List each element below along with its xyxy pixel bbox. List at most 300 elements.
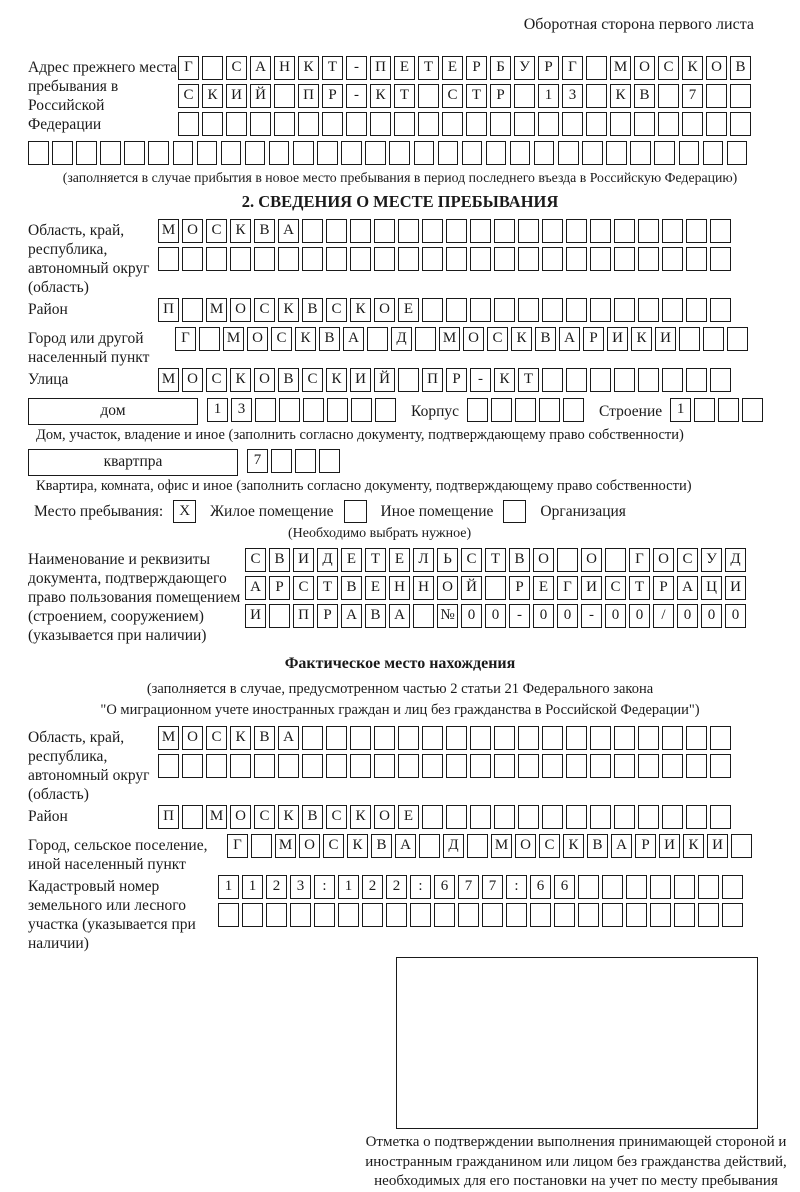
char-cell: С <box>226 56 247 80</box>
char-cell: С <box>271 327 292 351</box>
char-cell: М <box>223 327 244 351</box>
char-cell: А <box>245 576 266 600</box>
char-cell <box>731 834 752 858</box>
char-cell <box>338 903 359 927</box>
char-cell <box>590 754 611 778</box>
char-cell: Е <box>533 576 554 600</box>
field-house <box>28 398 772 426</box>
char-cell: Н <box>389 576 410 600</box>
char-cell: К <box>370 84 391 108</box>
char-cell <box>350 247 371 271</box>
char-cell: С <box>326 805 347 829</box>
char-cell: Н <box>413 576 434 600</box>
char-cell: С <box>323 834 344 858</box>
char-cell <box>470 754 491 778</box>
char-cell <box>494 754 515 778</box>
char-cell: К <box>682 56 703 80</box>
char-cell <box>566 368 587 392</box>
char-cell: В <box>302 298 323 322</box>
char-cell <box>518 298 539 322</box>
char-cell: Л <box>413 548 434 572</box>
char-cell <box>398 754 419 778</box>
char-cell: Б <box>490 56 511 80</box>
char-cell: М <box>158 219 179 243</box>
char-cell <box>563 398 584 422</box>
char-cell: П <box>158 805 179 829</box>
char-cell: И <box>655 327 676 351</box>
char-cell: О <box>182 368 203 392</box>
char-cell <box>518 805 539 829</box>
form-back-page <box>28 16 787 1192</box>
char-cell: А <box>559 327 580 351</box>
char-cell <box>515 398 536 422</box>
char-cell: Т <box>322 56 343 80</box>
char-cell <box>542 298 563 322</box>
char-cell <box>486 141 507 165</box>
char-cell <box>542 726 563 750</box>
char-cell <box>414 141 435 165</box>
char-cell: К <box>202 84 223 108</box>
char-cell: В <box>730 56 751 80</box>
char-cell: Р <box>269 576 290 600</box>
char-cell: О <box>247 327 268 351</box>
char-cell: К <box>347 834 368 858</box>
actual-location-title: Фактическое место нахождения <box>284 655 516 672</box>
char-cell <box>562 112 583 136</box>
char-cell <box>303 398 324 422</box>
option-residential-label: Жилое помещение <box>210 502 334 520</box>
field-actual-district <box>28 805 772 833</box>
char-cell: П <box>293 604 314 628</box>
char-cell <box>254 247 275 271</box>
char-cell <box>602 875 623 899</box>
char-cell: К <box>295 327 316 351</box>
char-cell <box>266 903 287 927</box>
char-cell <box>566 298 587 322</box>
char-cell <box>658 84 679 108</box>
char-cell: 1 <box>218 875 239 899</box>
char-cell <box>578 903 599 927</box>
char-cell: Н <box>274 56 295 80</box>
field-actual-region <box>28 726 772 804</box>
char-cell <box>341 141 362 165</box>
char-cell <box>470 298 491 322</box>
char-cell <box>317 141 338 165</box>
char-cell <box>389 141 410 165</box>
char-cell: Е <box>389 548 410 572</box>
char-cell <box>674 875 695 899</box>
char-row <box>158 219 734 243</box>
char-cell <box>178 112 199 136</box>
char-cell: В <box>341 576 362 600</box>
option-other-premises-label: Иное помещение <box>380 502 494 520</box>
char-cell <box>470 247 491 271</box>
char-cell: Й <box>250 84 271 108</box>
char-cell: К <box>350 298 371 322</box>
char-cell: 0 <box>461 604 482 628</box>
char-cell: О <box>254 368 275 392</box>
char-cell: К <box>326 368 347 392</box>
char-cell: 2 <box>266 875 287 899</box>
char-cell: 7 <box>682 84 703 108</box>
char-cell <box>491 398 512 422</box>
char-cell <box>466 112 487 136</box>
char-cell: В <box>269 548 290 572</box>
char-cell: А <box>343 327 364 351</box>
char-cell <box>230 247 251 271</box>
char-cell: О <box>230 805 251 829</box>
char-cell: У <box>514 56 535 80</box>
char-cell <box>279 398 300 422</box>
char-cell <box>514 84 535 108</box>
char-cell <box>662 219 683 243</box>
field-cadastre <box>28 875 772 953</box>
char-cell <box>418 84 439 108</box>
field-district <box>28 298 772 326</box>
char-cell: Г <box>562 56 583 80</box>
apartment-caption: Квартира, комната, офис и иное (заполнить согласно документу, подтверждающему право собственности) <box>36 478 692 494</box>
char-cell <box>706 84 727 108</box>
char-cell <box>650 875 671 899</box>
char-cell <box>566 247 587 271</box>
char-cell <box>374 247 395 271</box>
char-cell: 7 <box>458 875 479 899</box>
char-cell: В <box>535 327 556 351</box>
char-cell: 1 <box>670 398 691 422</box>
char-cell: К <box>683 834 704 858</box>
char-cell <box>638 368 659 392</box>
char-cell <box>710 219 731 243</box>
char-cell <box>271 449 292 473</box>
char-cell <box>295 449 316 473</box>
checkbox-residential: X <box>173 500 196 523</box>
char-cell <box>422 805 443 829</box>
char-cell <box>606 141 627 165</box>
char-cell: К <box>511 327 532 351</box>
char-cell: И <box>245 604 266 628</box>
char-cell <box>674 903 695 927</box>
char-cell <box>446 219 467 243</box>
char-cell <box>654 141 675 165</box>
stamp-caption: Отметка о подтверждении выполнения принимающей стороной и иностранным гражданином или лицом без гражданства действий, необходимых для его постановки на учет по месту пребывания <box>365 1134 787 1189</box>
char-cell <box>518 247 539 271</box>
char-cell: О <box>299 834 320 858</box>
char-cell: С <box>254 298 275 322</box>
char-cell: К <box>563 834 584 858</box>
char-cell <box>718 398 739 422</box>
char-cell <box>278 754 299 778</box>
char-cell: С <box>605 576 626 600</box>
char-row <box>227 834 755 858</box>
char-cell: Р <box>466 56 487 80</box>
field-region <box>28 219 772 297</box>
char-cell <box>530 903 551 927</box>
field-document <box>28 548 772 645</box>
korpus-label: Корпус <box>411 403 459 420</box>
char-cell: 6 <box>530 875 551 899</box>
char-cell <box>590 219 611 243</box>
char-cell <box>626 903 647 927</box>
char-cell <box>28 141 49 165</box>
char-cell <box>298 112 319 136</box>
region-label: Область, край, республика, автономный округ (область) <box>28 222 150 296</box>
cadastre-cells <box>218 875 746 931</box>
char-cell <box>722 903 743 927</box>
char-cell <box>538 112 559 136</box>
char-cell <box>458 903 479 927</box>
document-cells <box>245 548 749 632</box>
char-cell: С <box>206 368 227 392</box>
house-caption: Дом, участок, владение и иное (заполнить согласно документу, подтверждающему право собственности) <box>36 427 684 443</box>
char-cell <box>197 141 218 165</box>
char-cell <box>346 112 367 136</box>
char-cell: 1 <box>338 875 359 899</box>
char-cell <box>698 903 719 927</box>
char-cell <box>590 805 611 829</box>
char-cell <box>375 398 396 422</box>
char-cell <box>434 903 455 927</box>
char-cell <box>302 754 323 778</box>
char-cell: О <box>653 548 674 572</box>
char-cell <box>586 56 607 80</box>
char-cell: Р <box>583 327 604 351</box>
checkbox-organization <box>503 500 526 523</box>
field-city <box>28 327 772 367</box>
char-cell <box>710 726 731 750</box>
char-cell <box>226 112 247 136</box>
char-cell <box>199 327 220 351</box>
char-cell <box>710 247 731 271</box>
char-cell <box>694 398 715 422</box>
char-cell <box>582 141 603 165</box>
char-cell: Р <box>322 84 343 108</box>
char-cell <box>662 754 683 778</box>
char-cell: М <box>158 368 179 392</box>
char-cell <box>446 247 467 271</box>
char-cell: К <box>278 805 299 829</box>
char-cell <box>419 834 440 858</box>
char-cell: Г <box>557 576 578 600</box>
char-cell <box>658 112 679 136</box>
char-cell <box>698 875 719 899</box>
char-cell <box>662 298 683 322</box>
region-cells <box>158 219 734 275</box>
page-side-note: Оборотная сторона первого листа <box>523 16 754 33</box>
char-cell: О <box>437 576 458 600</box>
char-cell <box>242 903 263 927</box>
char-cell <box>322 112 343 136</box>
char-cell <box>374 219 395 243</box>
char-cell <box>590 247 611 271</box>
char-cell <box>634 112 655 136</box>
char-cell <box>274 112 295 136</box>
char-cell: О <box>634 56 655 80</box>
char-cell <box>722 875 743 899</box>
char-cell <box>326 726 347 750</box>
char-cell: С <box>206 726 227 750</box>
char-cell <box>218 903 239 927</box>
char-cell: 6 <box>434 875 455 899</box>
char-cell <box>679 327 700 351</box>
char-cell <box>605 548 626 572</box>
char-cell: А <box>389 604 410 628</box>
char-cell: О <box>706 56 727 80</box>
char-cell <box>742 398 763 422</box>
char-cell <box>446 298 467 322</box>
char-cell: В <box>371 834 392 858</box>
char-cell: С <box>293 576 314 600</box>
char-row <box>218 875 746 899</box>
char-cell: В <box>365 604 386 628</box>
char-cell: : <box>410 875 431 899</box>
char-cell: В <box>254 219 275 243</box>
char-cell <box>365 141 386 165</box>
char-cell <box>350 754 371 778</box>
char-cell: О <box>182 219 203 243</box>
char-cell: - <box>346 56 367 80</box>
char-cell <box>514 112 535 136</box>
option-organization-label: Организация <box>540 502 626 520</box>
char-cell: Т <box>418 56 439 80</box>
char-cell: Д <box>391 327 412 351</box>
apartment-type-box: квартпра <box>28 449 238 476</box>
char-cell <box>202 112 223 136</box>
field-stay-type <box>34 500 772 523</box>
char-cell: 0 <box>629 604 650 628</box>
char-cell: Е <box>398 805 419 829</box>
char-cell: И <box>707 834 728 858</box>
char-cell: Е <box>394 56 415 80</box>
char-cell <box>350 219 371 243</box>
char-cell <box>566 805 587 829</box>
char-cell: М <box>206 805 227 829</box>
char-cell <box>230 754 251 778</box>
char-cell <box>614 726 635 750</box>
char-cell <box>158 247 179 271</box>
char-cell <box>494 805 515 829</box>
char-cell <box>422 726 443 750</box>
char-cell: К <box>631 327 652 351</box>
char-cell <box>614 754 635 778</box>
char-cell: Р <box>446 368 467 392</box>
char-cell <box>566 726 587 750</box>
char-cell: С <box>326 298 347 322</box>
char-cell <box>370 112 391 136</box>
cadastre-label: Кадастровый номер земельного или лесного участка (указывается при наличии) <box>28 878 196 952</box>
char-cell <box>614 298 635 322</box>
char-cell <box>662 368 683 392</box>
char-cell: М <box>491 834 512 858</box>
char-cell <box>202 56 223 80</box>
char-cell <box>410 903 431 927</box>
char-cell <box>148 141 169 165</box>
char-cell <box>494 247 515 271</box>
char-cell <box>542 219 563 243</box>
actual-city-label: Город, сельское поселение, иной населенный пункт <box>28 837 208 873</box>
char-cell: А <box>250 56 271 80</box>
char-cell <box>534 141 555 165</box>
char-cell: В <box>587 834 608 858</box>
char-cell <box>173 141 194 165</box>
char-cell <box>710 805 731 829</box>
char-cell <box>686 805 707 829</box>
char-cell <box>494 298 515 322</box>
char-cell: С <box>178 84 199 108</box>
char-cell <box>703 141 724 165</box>
char-cell <box>446 754 467 778</box>
char-cell <box>686 754 707 778</box>
registration-stamp-box <box>396 957 758 1129</box>
char-cell <box>422 298 443 322</box>
char-cell: Т <box>317 576 338 600</box>
char-cell <box>706 112 727 136</box>
char-cell: О <box>230 298 251 322</box>
char-cell <box>254 754 275 778</box>
char-cell <box>422 754 443 778</box>
char-cell: 0 <box>557 604 578 628</box>
char-cell <box>614 368 635 392</box>
char-cell: Р <box>635 834 656 858</box>
char-cell: С <box>487 327 508 351</box>
char-row <box>218 903 746 927</box>
char-cell <box>494 219 515 243</box>
char-cell: 3 <box>290 875 311 899</box>
previous-address-label: Адрес прежнего места пребывания в Российской Федерации <box>28 59 178 133</box>
char-cell <box>686 368 707 392</box>
char-row <box>207 398 399 422</box>
char-cell <box>679 141 700 165</box>
char-cell: К <box>350 805 371 829</box>
char-cell <box>422 219 443 243</box>
char-cell: Й <box>461 576 482 600</box>
char-row <box>158 726 734 750</box>
char-cell: П <box>158 298 179 322</box>
char-cell <box>614 247 635 271</box>
char-cell <box>638 754 659 778</box>
char-cell <box>494 726 515 750</box>
field-street <box>28 368 772 396</box>
char-cell: К <box>230 726 251 750</box>
actual-region-cells <box>158 726 734 782</box>
char-cell <box>586 84 607 108</box>
char-cell: 0 <box>725 604 746 628</box>
char-cell: - <box>581 604 602 628</box>
actual-location-caption-line2: "О миграционном учете иностранных граждан и лиц без гражданства в Российской Федерации") <box>100 702 700 718</box>
char-cell <box>518 726 539 750</box>
char-cell: А <box>395 834 416 858</box>
char-cell: Т <box>466 84 487 108</box>
char-cell: 0 <box>533 604 554 628</box>
char-cell <box>422 247 443 271</box>
char-cell <box>638 219 659 243</box>
char-cell <box>438 141 459 165</box>
char-cell <box>221 141 242 165</box>
char-cell: М <box>610 56 631 80</box>
char-cell: И <box>350 368 371 392</box>
char-row <box>245 548 749 572</box>
char-cell: 1 <box>538 84 559 108</box>
city-label: Город или другой населенный пункт <box>28 330 150 366</box>
char-cell <box>506 903 527 927</box>
char-cell: С <box>245 548 266 572</box>
char-cell <box>446 726 467 750</box>
char-cell <box>413 604 434 628</box>
char-cell: С <box>442 84 463 108</box>
char-cell <box>319 449 340 473</box>
char-cell: С <box>206 219 227 243</box>
char-cell: У <box>701 548 722 572</box>
char-cell: С <box>461 548 482 572</box>
